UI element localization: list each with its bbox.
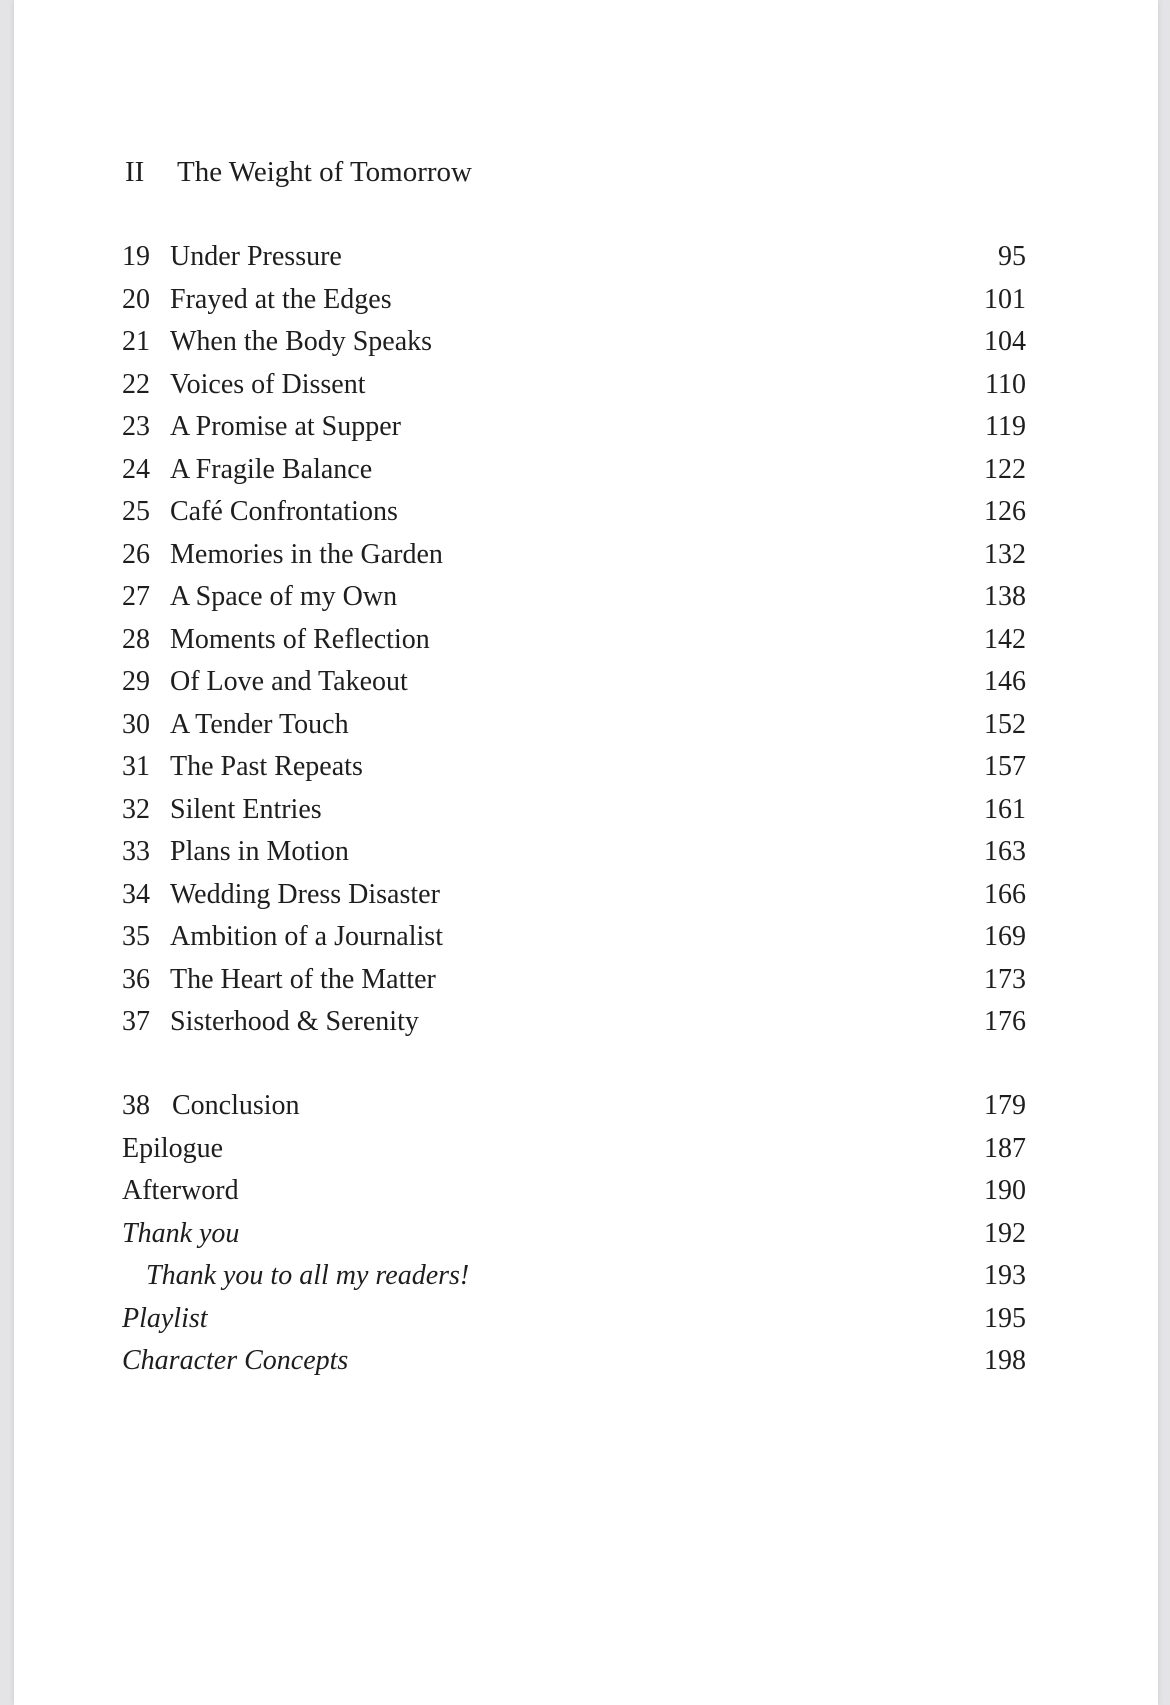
chapter-title: Sisterhood & Serenity [170,1006,419,1037]
page-number: 166 [984,878,1026,910]
toc-entry[interactable] [122,449,1026,492]
page-number: 146 [984,666,1026,697]
page-number: 119 [985,411,1026,442]
page-number: 190 [984,1175,1026,1206]
chapter-number: 31 [122,751,150,782]
chapter-title: A Tender Touch [170,708,349,740]
chapter-title: Moments of Reflection [170,623,430,655]
toc-entry[interactable] [122,831,1026,874]
toc-entry[interactable] [122,916,1026,959]
chapter-number: 28 [122,623,150,655]
toc-entry[interactable] [122,619,1026,662]
part-number: II [125,156,145,188]
part-heading [125,152,472,192]
chapter-number: 22 [122,368,150,400]
toc-entry[interactable] [122,491,1026,534]
page-number: 132 [984,538,1026,570]
page-number: 152 [984,708,1026,740]
toc-entry-playlist[interactable] [122,1298,1026,1341]
toc-entry[interactable] [122,406,1026,449]
page-number: 157 [984,751,1026,782]
page-number: 101 [984,283,1026,315]
toc-entry[interactable] [122,364,1026,407]
page-number: 142 [984,623,1026,655]
chapter-title: The Past Repeats [170,751,363,782]
chapter-number: 35 [122,921,150,952]
chapter-number: 37 [122,1006,150,1037]
chapter-number: 26 [122,538,150,570]
page-number: 169 [984,921,1026,952]
toc-entry-afterword[interactable] [122,1170,1026,1213]
page-number: 187 [984,1132,1026,1164]
section-title: Character Concepts [122,1345,349,1376]
section-title: Afterword [122,1175,239,1206]
toc-entry[interactable] [122,959,1026,1002]
chapter-title: Plans in Motion [170,836,349,867]
chapter-number: 21 [122,326,150,357]
toc-entry-character-concepts[interactable] [122,1340,1026,1383]
chapter-title: When the Body Speaks [170,326,433,357]
page-number: 198 [984,1345,1026,1376]
page-number: 104 [984,326,1026,357]
subsection-title: Thank you to all my readers! [146,1260,470,1291]
chapter-number: 36 [122,963,150,995]
toc-entry-thank-readers[interactable] [122,1255,1026,1298]
page-number: 163 [984,836,1026,867]
page-number: 193 [984,1260,1026,1291]
chapter-number: 25 [122,496,150,527]
toc-entry-epilogue[interactable] [122,1128,1026,1171]
page-number: 179 [984,1090,1026,1121]
toc-entry[interactable] [122,661,1026,704]
page-number: 138 [984,581,1026,612]
chapter-title: Conclusion [172,1090,300,1121]
chapter-title: Silent Entries [170,793,322,825]
chapter-title: Frayed at the Edges [170,283,392,315]
page-number: 110 [985,368,1026,400]
page-number: 173 [984,963,1026,995]
chapter-title: A Promise at Supper [170,411,401,442]
page-number: 195 [984,1302,1026,1334]
chapter-title: Voices of Dissent [170,368,366,400]
section-title: Playlist [122,1302,208,1334]
document-page [14,0,1158,1705]
toc-entry[interactable] [122,279,1026,322]
chapter-title: Under Pressure [170,241,342,272]
chapter-title: Of Love and Takeout [170,666,408,697]
page-number: 192 [984,1217,1026,1249]
chapter-number: 23 [122,411,150,442]
section-title: Thank you [122,1217,240,1249]
toc-entry[interactable] [122,704,1026,747]
toc-entry-thank-you[interactable] [122,1213,1026,1256]
page-number: 161 [984,793,1026,825]
part-title: The Weight of Tomorrow [177,156,472,188]
toc-entry[interactable] [122,874,1026,917]
chapter-number: 24 [122,453,150,485]
chapter-title: A Fragile Balance [170,453,373,485]
chapter-number: 34 [122,878,150,910]
page-number: 122 [984,453,1026,485]
chapter-number: 32 [122,793,150,825]
chapter-number: 33 [122,836,150,867]
chapter-list [122,236,1026,1044]
chapter-number: 38 [122,1090,150,1121]
chapter-title: The Heart of the Matter [170,963,436,995]
chapter-number: 27 [122,581,150,612]
page-number: 95 [998,241,1026,272]
chapter-number: 29 [122,666,150,697]
page-number: 176 [984,1006,1026,1037]
toc-entry[interactable] [122,1001,1026,1044]
toc-entry[interactable] [122,321,1026,364]
chapter-number: 20 [122,283,150,315]
chapter-title: Ambition of a Journalist [170,921,443,952]
chapter-title: Memories in the Garden [170,538,443,570]
section-title: Epilogue [122,1132,224,1164]
toc-entry[interactable] [122,236,1026,279]
chapter-number: 30 [122,708,150,740]
toc-entry[interactable] [122,789,1026,832]
back-matter-list [122,1085,1026,1383]
chapter-title: Wedding Dress Disaster [170,878,440,910]
toc-entry[interactable] [122,576,1026,619]
page-number: 126 [984,496,1026,527]
toc-entry[interactable] [122,746,1026,789]
toc-entry[interactable] [122,534,1026,577]
chapter-number: 19 [122,241,150,272]
chapter-title: Café Confrontations [170,496,398,527]
chapter-title: A Space of my Own [170,581,398,612]
toc-entry-conclusion[interactable] [122,1085,1026,1128]
